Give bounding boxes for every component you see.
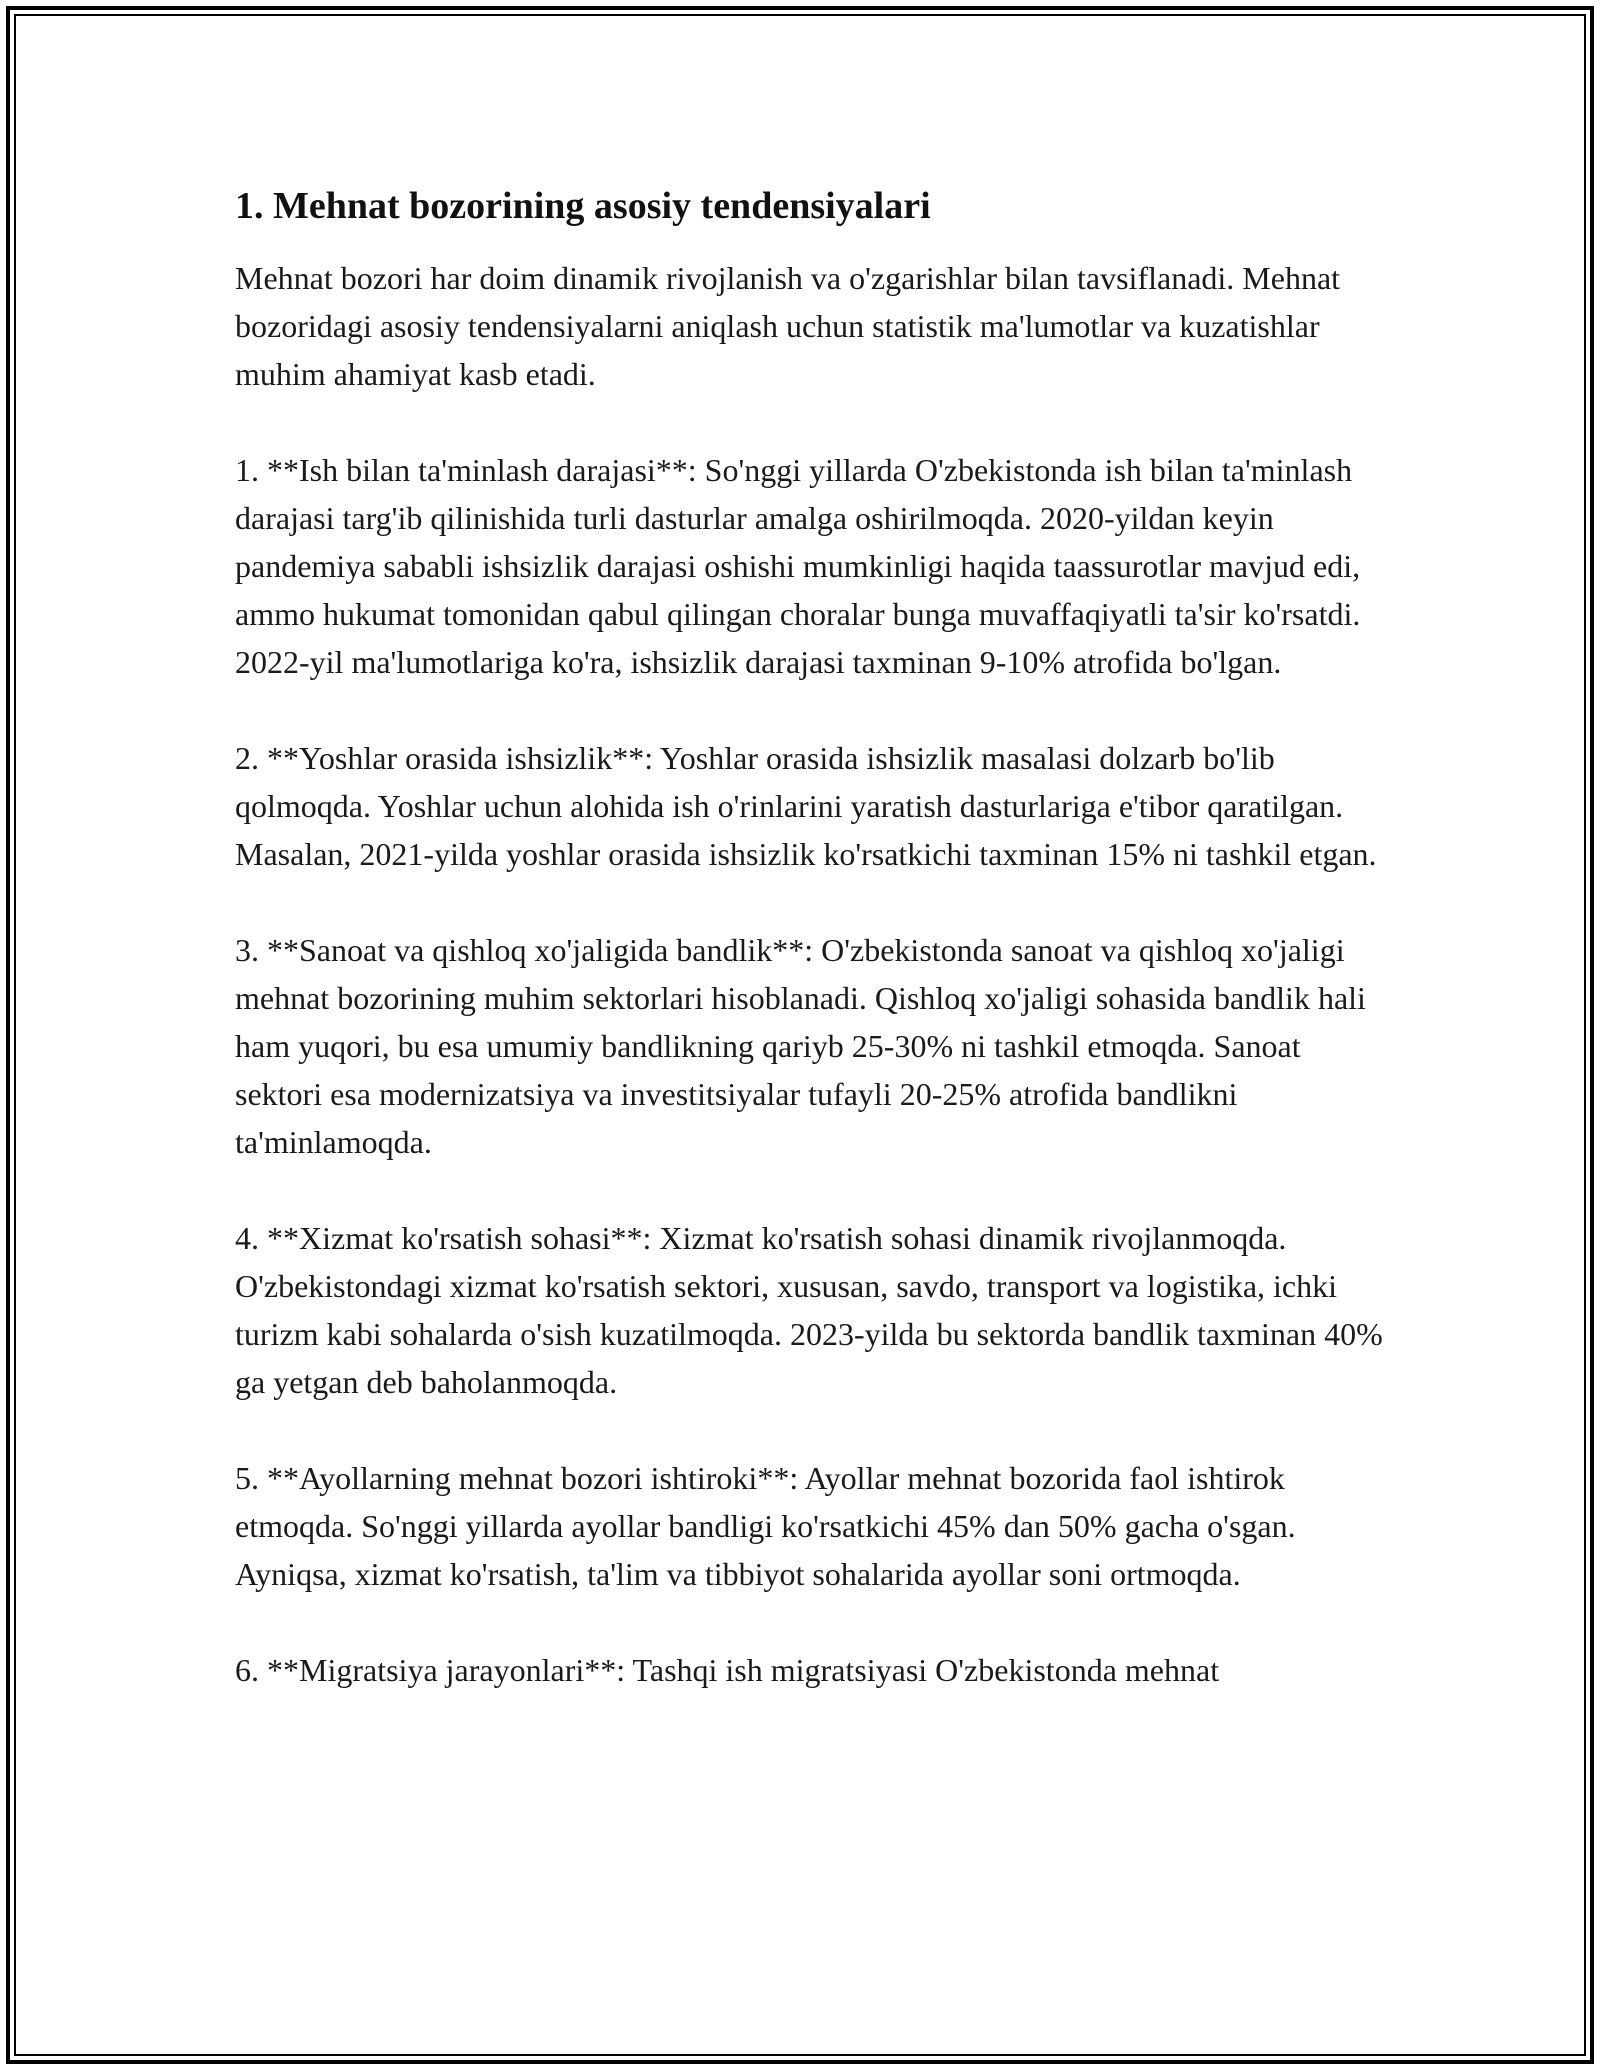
list-item-youth-unemployment: 2. **Yoshlar orasida ishsizlik**: Yoshlar orasida ishsizlik masalasi dolzarb bo'lib qolmoqda. Yoshlar uchun alohida ish o'rinlarini yaratish dasturlariga e'tibor qaratilgan. Masalan, 2021-yilda yoshlar orasida ishsizlik ko'rsatkichi taxminan 15% ni tashkil etgan.	[235, 740, 1377, 872]
document-body	[235, 182, 1385, 1694]
section-heading: 1. Mehnat bozorining asosiy tendensiyalari	[235, 185, 931, 227]
list-item-employment-level: 1. **Ish bilan ta'minlash darajasi**: So'nggi yillarda O'zbekistonda ish bilan ta'minlash darajasi targ'ib qilinishida turli dasturlar amalga oshirilmoqda. 2020-yildan keyin pandemiya sababli ishsizlik darajasi oshishi mumkinligi haqida taassurotlar mavjud edi, ammo hukumat tomonidan qabul qilingan choralar bunga muvaffaqiyatli ta'sir ko'rsatdi. 2022-yil ma'lumotlariga ko'ra, ishsizlik darajasi taxminan 9-10% atrofida bo'lgan.	[235, 452, 1361, 680]
list-item-industry-agriculture: 3. **Sanoat va qishloq xo'jaligida bandlik**: O'zbekistonda sanoat va qishloq xo'jaligi mehnat bozorining muhim sektorlari hisoblanadi. Qishloq xo'jaligi sohasida bandlik hali ham yuqori, bu esa umumiy bandlikning qariyb 25-30% ni tashkil etmoqda. Sanoat sektori esa modernizatsiya va investitsiyalar tufayli 20-25% atrofida bandlikni ta'minlamoqda.	[235, 932, 1366, 1160]
list-item-migration: 6. **Migratsiya jarayonlari**: Tashqi ish migratsiyasi O'zbekistonda mehnat	[235, 1652, 1220, 1688]
intro-paragraph: Mehnat bozori har doim dinamik rivojlanish va o'zgarishlar bilan tavsiflanadi. Mehnat bozoridagi asosiy tendensiyalarni aniqlash uchun statistik ma'lumotlar va kuzatishlar muhim ahamiyat kasb etadi.	[235, 260, 1341, 392]
list-item-women-participation: 5. **Ayollarning mehnat bozori ishtiroki**: Ayollar mehnat bozorida faol ishtirok etmoqda. So'nggi yillarda ayollar bandligi ko'rsatkichi 45% dan 50% gacha o'sgan. Ayniqsa, xizmat ko'rsatish, ta'lim va tibbiyot sohalarida ayollar soni ortmoqda.	[235, 1460, 1296, 1592]
list-item-services-sector: 4. **Xizmat ko'rsatish sohasi**: Xizmat ko'rsatish sohasi dinamik rivojlanmoqda. O'zbekistondagi xizmat ko'rsatish sektori, xususan, savdo, transport va logistika, ichki turizm kabi sohalarda o'sish kuzatilmoqda. 2023-yilda bu sektorda bandlik taxminan 40% ga yetgan deb baholanmoqda.	[235, 1220, 1383, 1400]
